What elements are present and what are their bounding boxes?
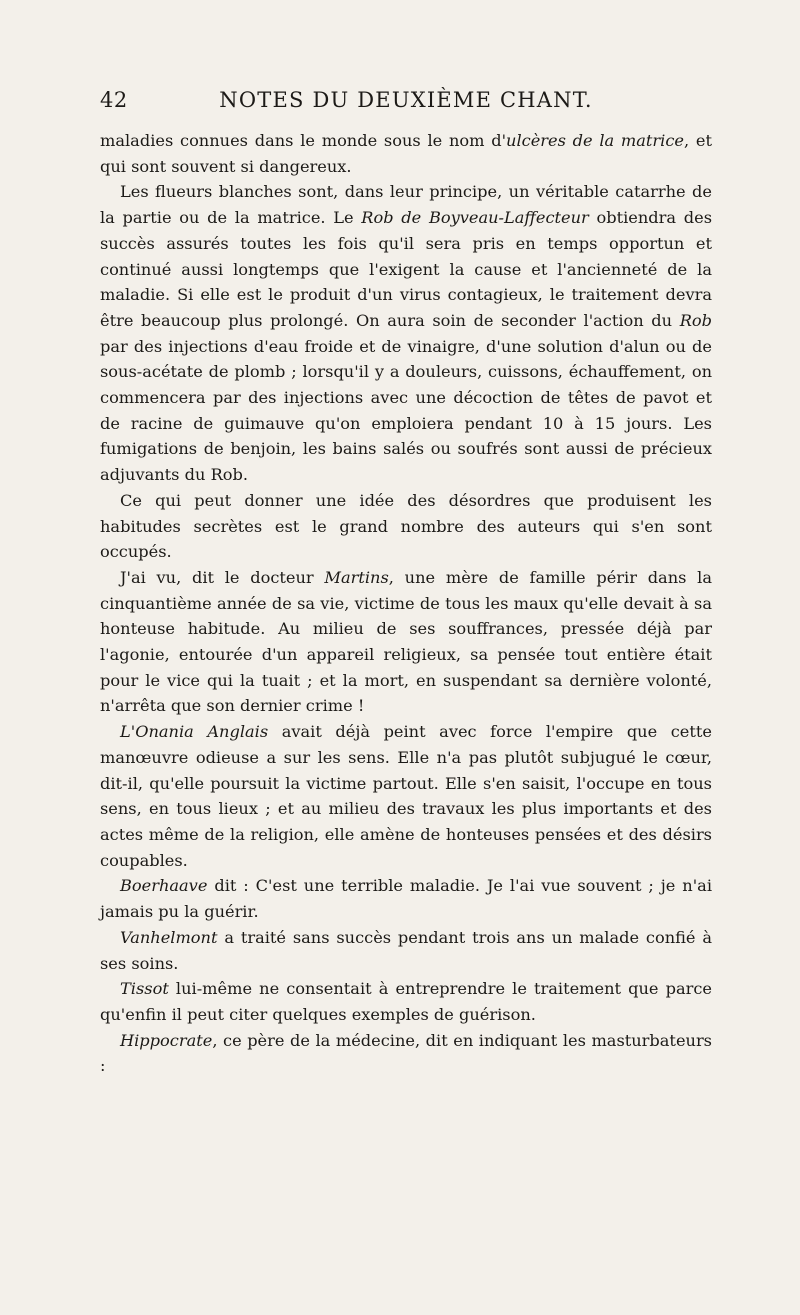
text-run: , et qui sont souvent si dangereux. <box>100 131 712 176</box>
paragraph-martins <box>100 565 712 719</box>
italic-author: Boerhaave <box>120 876 208 896</box>
paragraph-habitudes-secretes <box>100 488 712 565</box>
italic-term: Rob de Boyveau-Laffecteur <box>361 208 589 228</box>
italic-author: Vanhelmont <box>120 927 218 947</box>
italic-term: Rob <box>679 310 712 330</box>
text-run: obtiendra des succès assurés toutes les fois qu'il sera pris en temps opportun et continué aussi longtemps que l'exigent la cause et l'ancienneté de la maladie. Si elle est le produit d'un virus contagieux, le traitement devra être beaucoup plus prolongé. On aura soin de seconder l'action du <box>100 208 712 330</box>
text-run: par des injections d'eau froide et de vinaigre, d'une solution d'alun ou de sous-acétate de plomb ; lorsqu'il y a douleurs, cuissons, échauffement, on commencera par des injections avec une décoction de têtes de pavot et de racine de guimauve qu'on emploiera pendant 10 à 15 jours. Les fumigations de benjoin, les bains salés ou soufrés sont aussi de précieux adjuvants du Rob. <box>100 336 712 485</box>
text-run: Ce qui peut donner une idée des désordres que produisent les habitudes secrètes est le grand nombre des auteurs qui s'en sont occupés. <box>100 490 712 562</box>
paragraph-continuation <box>100 128 712 179</box>
italic-term: ulcères de la matrice <box>506 131 684 150</box>
page-header <box>100 88 712 118</box>
paragraph-tissot <box>100 976 712 1027</box>
paragraph-flueurs-blanches <box>100 179 712 487</box>
text-run: Les flueurs blanches sont, dans leur principe, un véritable catarrhe de la partie ou de la matrice. Le <box>100 182 712 228</box>
text-run: avait déjà peint avec force l'empire que cette manœuvre odieuse a sur les sens. Elle n'a pas plutôt subjugué le cœur, dit-il, qu'elle poursuit la victime partout. Elle s'en saisit, l'occupe en tous sens, en tous lieux ; et au milieu des travaux les plus importants et des actes même de la religion, elle amène de honteuses pensées et des désirs coupables. <box>100 722 712 870</box>
italic-author: Martins <box>324 567 389 587</box>
running-head: NOTES DU DEUXIÈME CHANT. <box>219 88 593 112</box>
text-run: , une mère de famille périr dans la cinquantième année de sa vie, victime de tous les maux qu'elle devait à sa honteuse habitude. Au milieu de ses souffrances, pressée déjà par l'agonie, entourée d'un appareil religieux, sa pensée tout entière était pour le vice qui la tuait ; et la mort, en suspendant sa dernière volonté, n'arrêta que son dernier crime ! <box>100 567 712 716</box>
paragraph-vanhelmont <box>100 925 712 976</box>
text-run: lui-même ne consentait à entreprendre le traitement que parce qu'enfin il peut citer quelques exemples de guérison. <box>100 979 712 1024</box>
text-run: a traité sans succès pendant trois ans un malade confié à ses soins. <box>100 927 712 973</box>
body-text <box>100 128 712 1079</box>
paragraph-boerhaave <box>100 873 712 924</box>
text-run: dit : C'est une terrible maladie. Je l'ai vue souvent ; je n'ai jamais pu la guérir. <box>100 876 712 922</box>
italic-title: L'Onania Anglais <box>120 722 269 742</box>
paragraph-hippocrate <box>100 1028 712 1079</box>
text-run: J'ai vu, dit le docteur <box>120 567 325 587</box>
page-number: 42 <box>100 88 128 112</box>
italic-author: Hippocrate <box>120 1030 213 1050</box>
paragraph-onania <box>100 719 712 873</box>
text-run: , ce père de la médecine, dit en indiquant les masturbateurs : <box>100 1030 712 1076</box>
italic-author: Tissot <box>120 979 169 999</box>
text-run: maladies connues dans le monde sous le nom d' <box>100 131 507 150</box>
